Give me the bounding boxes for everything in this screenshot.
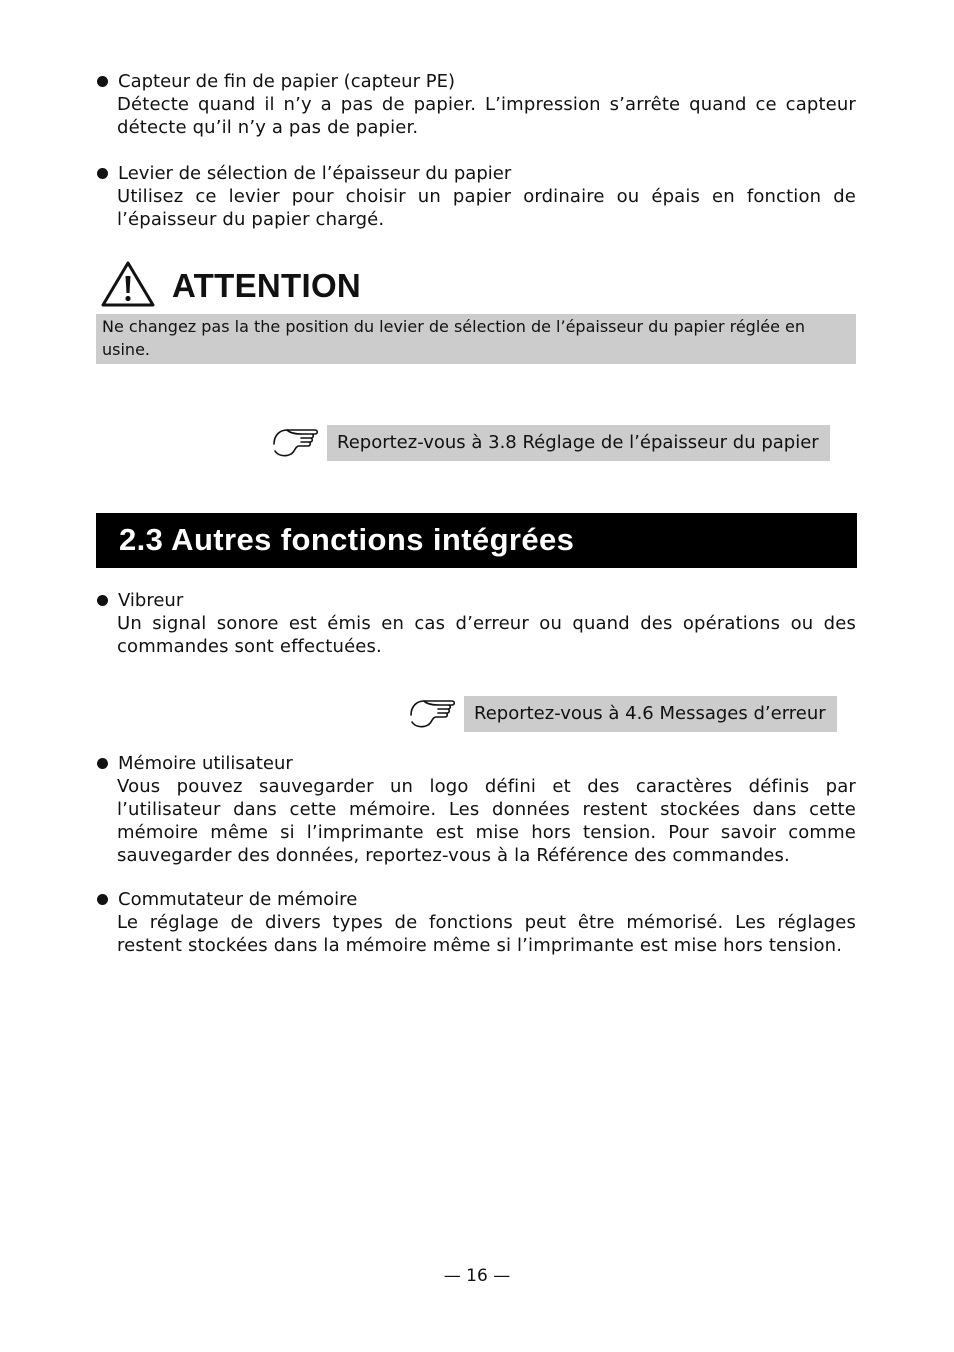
attention-heading [100, 260, 361, 312]
bullet-icon [97, 76, 108, 87]
section-header [96, 513, 857, 568]
attention-notice: Ne changez pas la the position du levier de sélection de l’épaisseur du papier réglée en usine. [96, 314, 856, 364]
item-title: Mémoire utilisateur [118, 753, 293, 774]
bullet-icon [97, 168, 108, 179]
item-description: Un signal sonore est émis en cas d’erreur ou quand des opérations ou des commandes sont effectuées. [117, 613, 856, 657]
reference-error-messages [408, 694, 837, 734]
item-title: Vibreur [118, 590, 184, 611]
item-title: Capteur de fin de papier (capteur PE) [118, 71, 455, 92]
bullet-icon [97, 758, 108, 769]
attention-title: ATTENTION [172, 267, 362, 304]
item-title: Commutateur de mémoire [118, 889, 358, 910]
reference-paper-thickness [271, 423, 830, 463]
item-description: Le réglage de divers types de fonctions peut être mémorisé. Les réglages restent stockées dans la mémoire même si l’imprimante est mise hors tension. [117, 912, 856, 956]
reference-link[interactable]: Reportez-vous à 4.6 Messages d’erreur [464, 696, 837, 732]
bullet-icon [97, 595, 108, 606]
item-description: Détecte quand il n’y a pas de papier. L’impression s’arrête quand ce capteur détecte qu’il n’y a pas de papier. [117, 94, 856, 138]
bullet-icon [97, 894, 108, 905]
section-title: 2.3 Autres fonctions intégrées [119, 522, 575, 557]
item-description: Utilisez ce levier pour choisir un papier ordinaire ou épais en fonction de l’épaisseur du papier chargé. [117, 186, 856, 230]
page-number: — 16 — [443, 1266, 511, 1286]
list-item-memory-switch [96, 888, 856, 957]
pointing-hand-icon [271, 423, 319, 463]
item-title: Levier de sélection de l’épaisseur du papier [118, 163, 512, 184]
list-item-buzzer [96, 589, 856, 658]
reference-link[interactable]: Reportez-vous à 3.8 Réglage de l’épaisseur du papier [327, 425, 830, 461]
warning-triangle-icon [100, 260, 156, 312]
list-item-pe-sensor [96, 70, 856, 139]
pointing-hand-icon [408, 694, 456, 734]
item-description: Vous pouvez sauvegarder un logo défini et des caractères définis par l’utilisateur dans cette mémoire. Les données restent stockées dans cette mémoire même si l’imprimante est mise hors tension. Pour savoir comme sauvegarder des données, reportez-vous à la Référence des commandes. [117, 776, 856, 866]
list-item-thickness-lever [96, 162, 856, 231]
list-item-user-memory [96, 752, 856, 867]
